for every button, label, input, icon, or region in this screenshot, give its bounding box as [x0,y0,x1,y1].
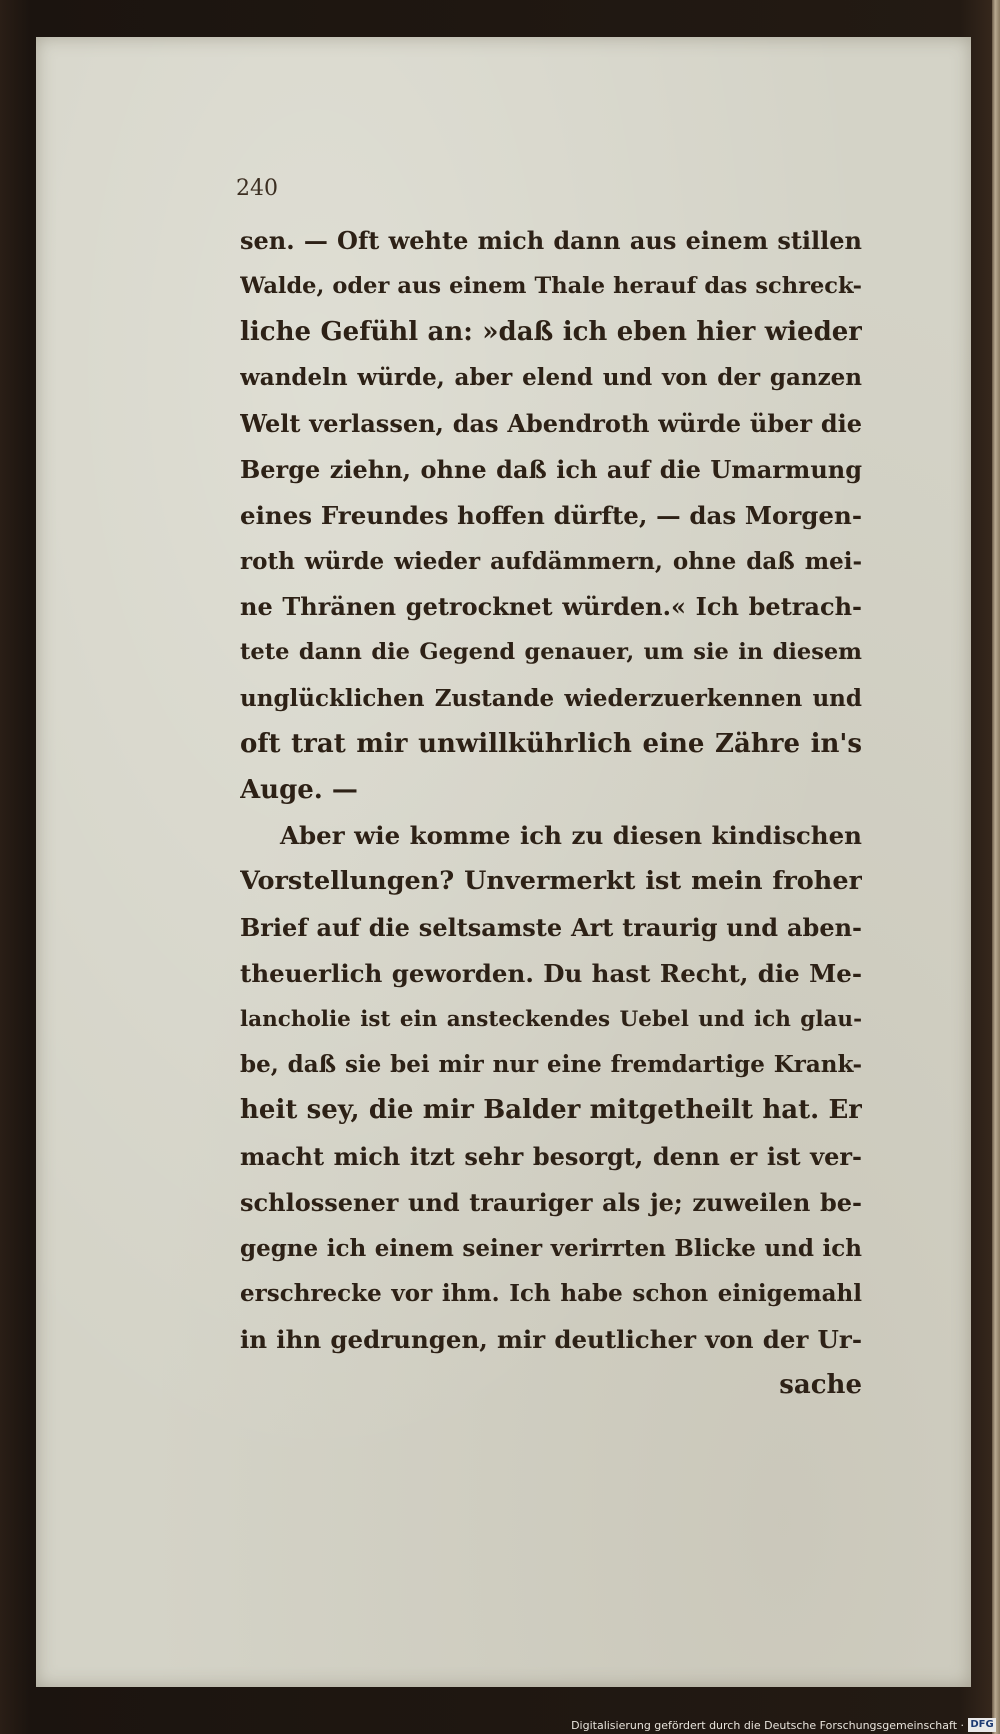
text-line: Welt verlassen, das Abendroth würde über die [240,409,862,439]
text-line: Brief auf die seltsamste Art traurig und aben- [240,912,862,942]
text-block [240,218,862,1409]
footer-credit: Digitalisierung gefördert durch die Deutsche Forschungsgemeinschaft · [571,1719,964,1732]
text-line: roth würde wieder aufdämmern, ohne daß mei- [240,547,862,575]
text-line: Auge. — [240,774,358,805]
text-line: sen. — Oft wehte mich dann aus einem stillen [240,226,862,255]
text-line: Vorstellungen? Unvermerkt ist mein froher [240,866,862,897]
text-line: schlossener und trauriger als je; zuweilen be- [240,1187,862,1217]
dfg-logo: DFG [968,1718,996,1732]
text-line: oft trat mir unwillkührlich eine Zähre in's [240,728,862,759]
text-line: unglücklichen Zustande wiederzuerkennen und [240,684,862,712]
text-line: gegne ich einem seiner verirrten Blicke und ich [240,1234,862,1262]
text-line: ne Thränen getrocknet würden.« Ich betrach- [240,592,862,622]
text-line: erschrecke vor ihm. Ich habe schon einigemahl [240,1280,862,1308]
text-line: be, daß sie bei mir nur eine fremdartige Krank- [240,1051,862,1079]
footer-bar [0,1714,1000,1734]
text-line: macht mich itzt sehr besorgt, denn er ist ver- [240,1141,862,1171]
text-line: wandeln würde, aber elend und von der ganzen [240,364,862,392]
text-line: tete dann die Gegend genauer, um sie in diesem [240,639,862,666]
text-line: Walde, oder aus einem Thale herauf das schreck- [240,272,862,299]
text-line: Aber wie komme ich zu diesen kindischen [280,821,862,851]
text-line: theuerlich geworden. Du hast Recht, die Me- [240,958,862,988]
text-line: eines Freundes hoffen dürfte, — das Morgen- [240,500,862,530]
book-edge [992,0,1000,1734]
page-number: 240 [236,176,278,201]
text-line: heit sey, die mir Balder mitgetheilt hat. Er [240,1095,862,1126]
text-line: lancholie ist ein ansteckendes Uebel und ich glau- [240,1006,862,1032]
text-line: liche Gefühl an: »daß ich eben hier wieder [240,316,862,347]
catchword: sache [779,1369,862,1400]
text-line: in ihn gedrungen, mir deutlicher von der Ur- [240,1325,862,1355]
text-line: Berge ziehn, ohne daß ich auf die Umarmung [240,454,862,484]
